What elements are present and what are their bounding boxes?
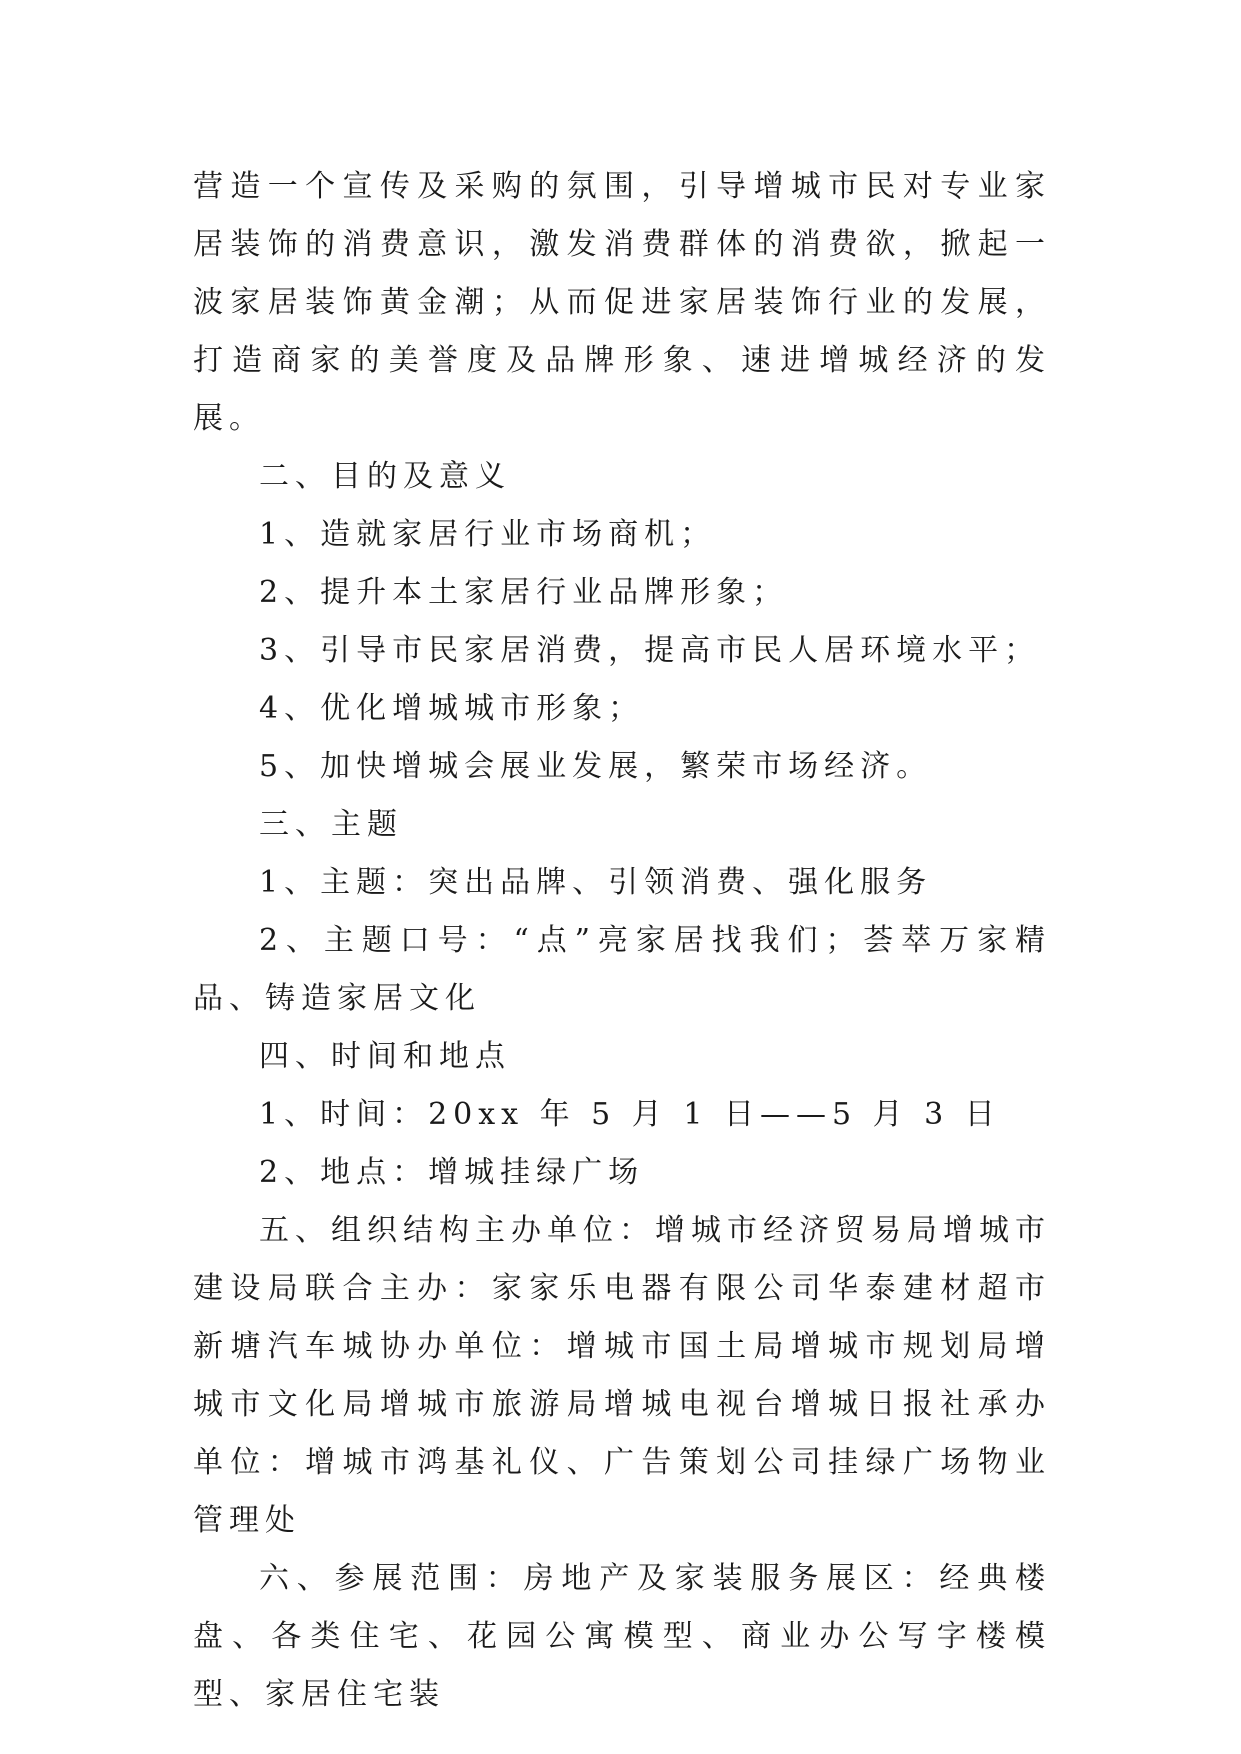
exhibit-scope-paragraph: 六、参展范围：房地产及家装服务展区：经典楼盘、各类住宅、花园公寓模型、商业办公写字楼模型、家居住宅装: [193, 1561, 1051, 1712]
theme-item-1: 1、主题：突出品牌、引领消费、强化服务: [259, 865, 933, 900]
section-heading-purpose: 二、目的及意义: [259, 459, 511, 494]
organization-paragraph: 五、组织结构主办单位：增城市经济贸易局增城市建设局联合主办：家家乐电器有限公司华泰建材超市新塘汽车城协办单位：增城市国土局增城市规划局增城市文化局增城市旅游局增城电视台增城日报社承办单位：增城市鸿基礼仪、广告策划公司挂绿广场物业管理处: [193, 1213, 1051, 1538]
intro-paragraph: 营造一个宣传及采购的氛围，引导增城市民对专业家居装饰的消费意识，激发消费群体的消费欲，掀起一波家居装饰黄金潮；从而促进家居装饰行业的发展，打造商家的美誉度及品牌形象、速进增城经济的发展。: [193, 169, 1051, 436]
theme-item-2: 2、主题口号：“点”亮家居找我们；荟萃万家精品、铸造家居文化: [193, 923, 1051, 1016]
purpose-item-1: 1、造就家居行业市场商机；: [259, 517, 717, 552]
place-item: 2、地点：增城挂绿广场: [259, 1155, 645, 1190]
section-heading-theme: 三、主题: [259, 807, 403, 842]
time-item: 1、时间：20xx 年 5 月 1 日——5 月 3 日: [259, 1097, 1001, 1132]
purpose-item-5: 5、加快增城会展业发展，繁荣市场经济。: [259, 749, 933, 784]
purpose-item-3: 3、引导市民家居消费，提高市民人居环境水平；: [259, 633, 1041, 668]
purpose-item-4: 4、优化增城城市形象；: [259, 691, 645, 726]
purpose-item-2: 2、提升本土家居行业品牌形象；: [259, 575, 789, 610]
section-heading-time-place: 四、时间和地点: [259, 1039, 511, 1074]
